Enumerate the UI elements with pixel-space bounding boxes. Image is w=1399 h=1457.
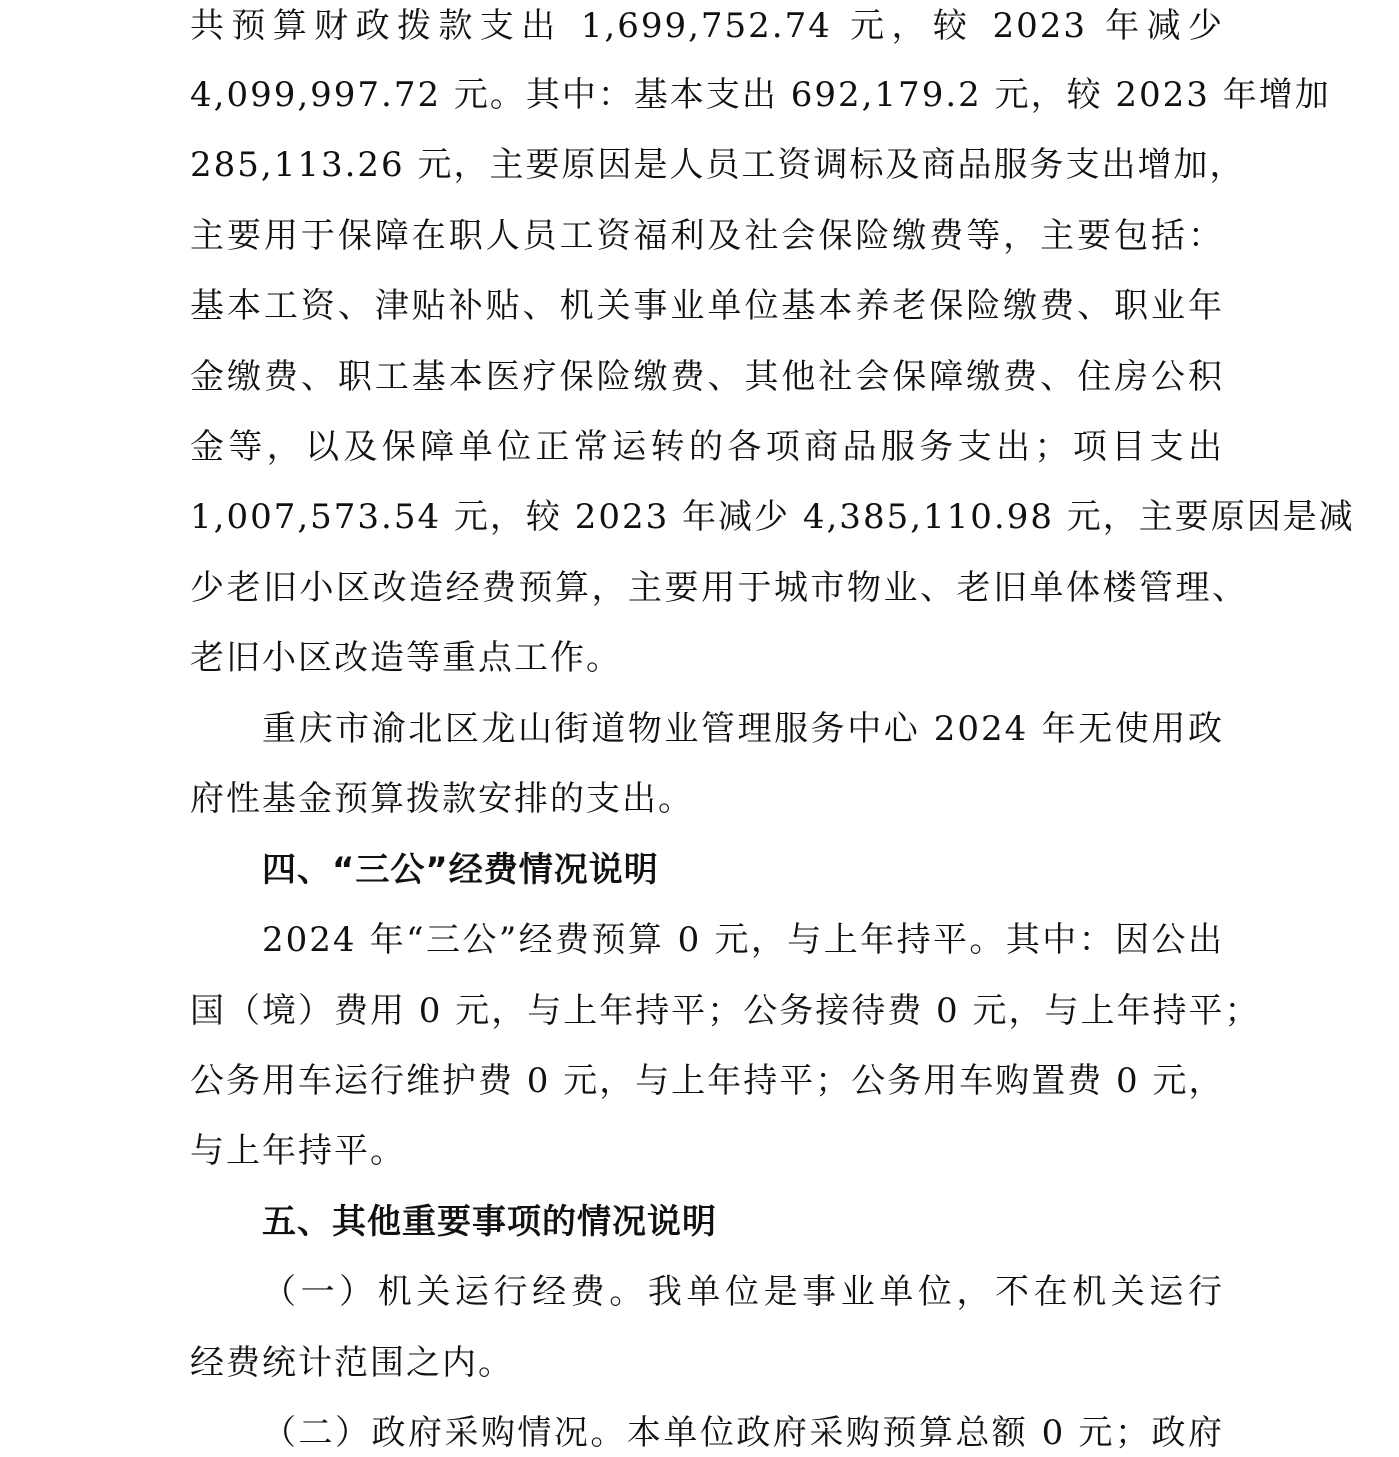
body-text-line: 国（境）费用 0 元，与上年持平；公务接待费 0 元，与上年持平； [190,991,1261,1031]
body-text-line: 金等，以及保障单位正常运转的各项商品服务支出；项目支出 [190,427,1224,467]
body-text-line: 2024 年“三公”经费预算 0 元，与上年持平。其中：因公出 [262,920,1224,960]
body-text-line: 285,113.26 元，主要原因是人员工资调标及商品服务支出增加， [190,145,1246,185]
body-text-line: 府性基金预算拨款安排的支出。 [190,779,694,819]
body-text-line: （二）政府采购情况。本单位政府采购预算总额 0 元；政府 [262,1413,1224,1453]
body-text-line: 4,099,997.72 元。其中：基本支出 692,179.2 元，较 2023 年增加 [190,75,1331,115]
body-text-line: 1,007,573.54 元，较 2023 年减少 4,385,110.98 元，主要原因是减 [190,497,1355,537]
body-text-line: 基本工资、津贴补贴、机关事业单位基本养老保险缴费、职业年 [190,286,1224,326]
body-text-line: 与上年持平。 [190,1131,406,1171]
body-text-line: （一）机关运行经费。我单位是事业单位，不在机关运行 [262,1272,1224,1312]
body-text-line: 老旧小区改造等重点工作。 [190,638,622,678]
body-text-line: 金缴费、职工基本医疗保险缴费、其他社会保障缴费、住房公积 [190,357,1224,397]
section-heading-three-public-expenses: 四、“三公”经费情况说明 [262,850,659,890]
body-text-line: 重庆市渝北区龙山街道物业管理服务中心 2024 年无使用政 [262,709,1224,749]
body-text-line: 公务用车运行维护费 0 元，与上年持平；公务用车购置费 0 元， [190,1061,1225,1101]
section-heading-other-matters: 五、其他重要事项的情况说明 [262,1202,717,1242]
body-text-line: 主要用于保障在职人员工资福利及社会保险缴费等，主要包括： [190,216,1224,256]
body-text-line: 经费统计范围之内。 [190,1343,514,1383]
body-text-line: 少老旧小区改造经费预算，主要用于城市物业、老旧单体楼管理、 [190,568,1248,608]
body-text-line: 共预算财政拨款支出 1,699,752.74 元，较 2023 年减少 [190,6,1224,46]
